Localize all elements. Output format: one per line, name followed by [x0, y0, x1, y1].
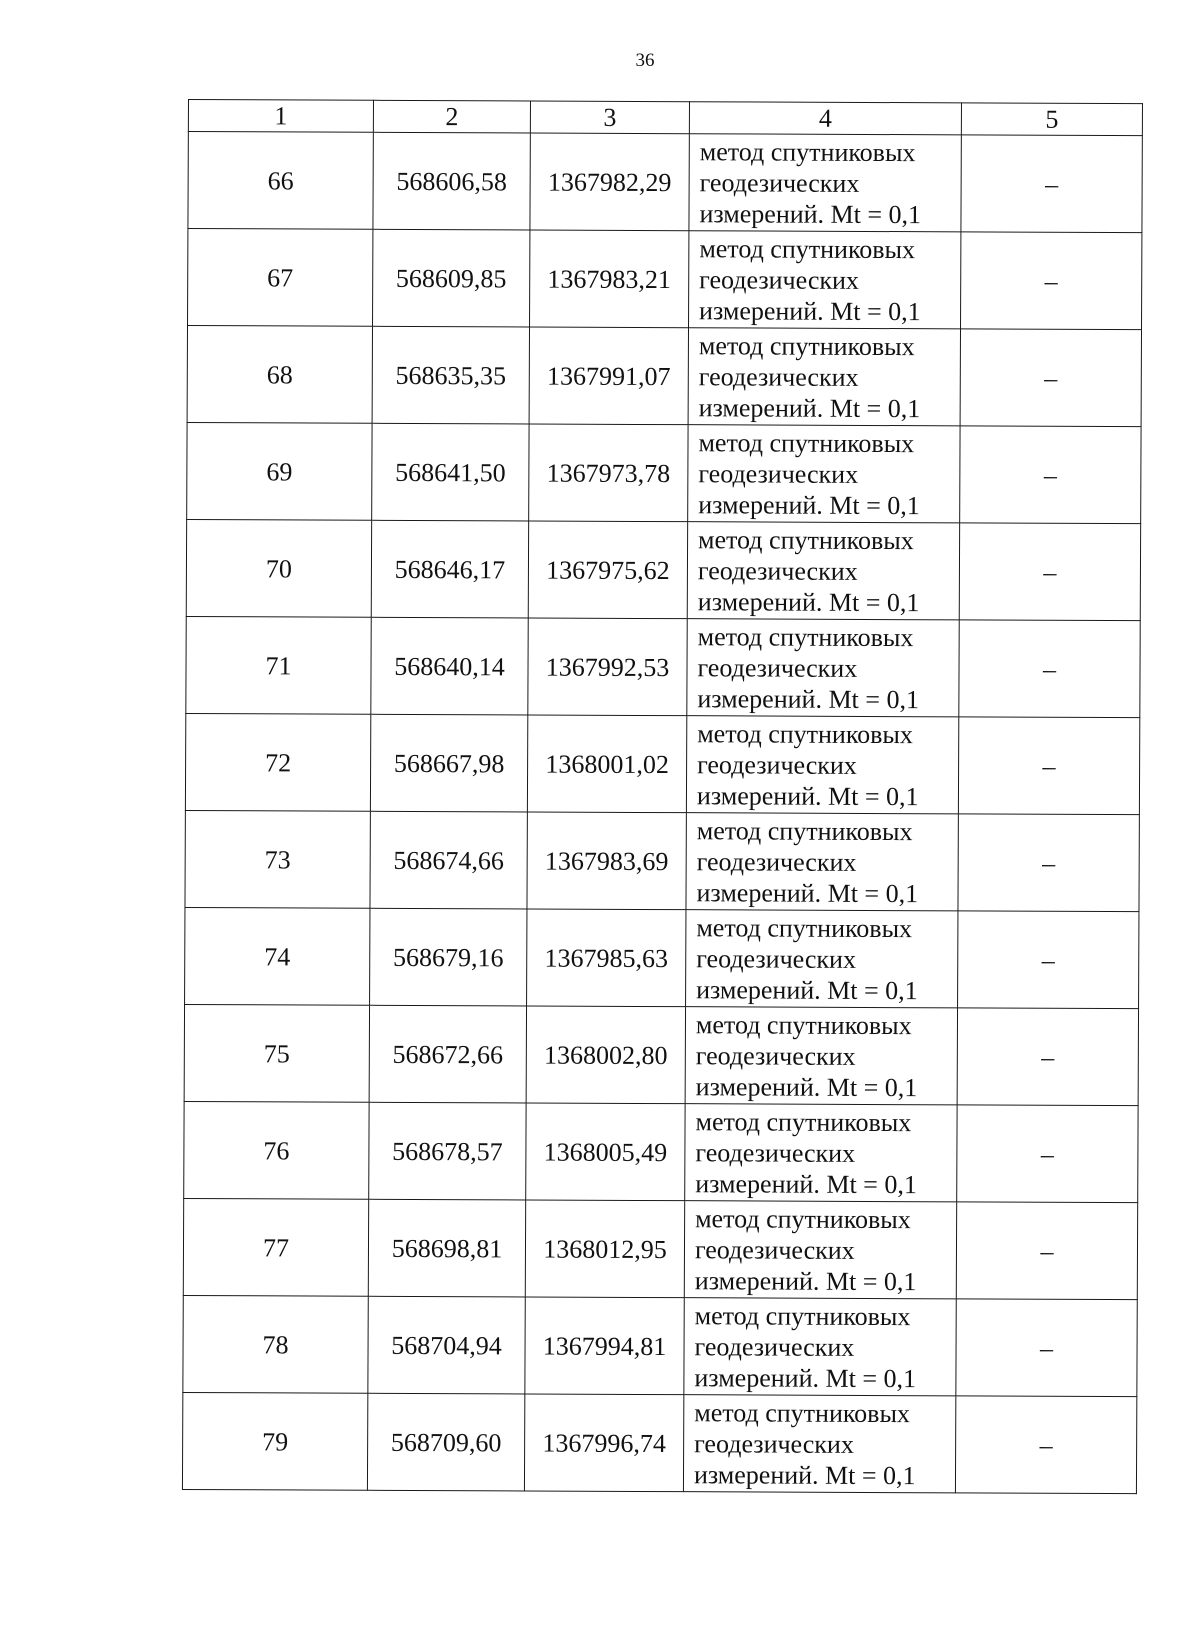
note-cell: –: [959, 523, 1140, 621]
y-coordinate-cell: 1367985,63: [527, 909, 686, 1007]
method-text-line: геодезических: [694, 1331, 855, 1362]
method-text-line: измерений. Mt = 0,1: [699, 295, 921, 326]
x-coordinate-cell: 568641,50: [372, 423, 529, 521]
method-text-line: измерений. Mt = 0,1: [694, 1362, 917, 1393]
method-text-line: геодезических: [696, 846, 857, 877]
method-text-line: метод спутниковых: [694, 1397, 911, 1428]
note-cell: –: [961, 135, 1142, 233]
method-cell: [686, 716, 958, 814]
method-cell: [686, 910, 958, 1008]
y-coordinate-cell: 1368001,02: [527, 715, 686, 813]
x-coordinate-cell: 568704,94: [368, 1296, 525, 1394]
note-cell: –: [960, 426, 1141, 524]
method-text-line: метод спутниковых: [694, 1300, 911, 1331]
x-coordinate-cell: 568640,14: [371, 617, 528, 715]
column-header-5: 5: [961, 103, 1142, 136]
method-text-line: метод спутниковых: [696, 912, 913, 943]
method-text-line: метод спутниковых: [697, 621, 914, 652]
table-row: [188, 229, 1142, 330]
method-text-line: измерений. Mt = 0,1: [696, 780, 919, 811]
table-row: [185, 713, 1139, 814]
note-cell: –: [957, 1008, 1138, 1106]
y-coordinate-cell: 1367991,07: [529, 327, 688, 425]
point-number-cell: 74: [185, 907, 370, 1005]
method-text-line: измерений. Mt = 0,1: [698, 392, 921, 423]
note-cell: –: [956, 1299, 1137, 1397]
page-number: 36: [635, 50, 655, 71]
point-number-cell: 67: [188, 229, 373, 327]
point-number-cell: 71: [186, 616, 371, 714]
table-row: [186, 616, 1140, 717]
method-text-line: геодезических: [699, 264, 860, 295]
method-text-line: измерений. Mt = 0,1: [697, 683, 920, 714]
column-header-3: 3: [530, 101, 689, 134]
method-cell: [688, 425, 960, 523]
y-coordinate-cell: 1368012,95: [525, 1200, 684, 1298]
method-text-line: измерений. Mt = 0,1: [698, 489, 920, 520]
method-text-line: метод спутниковых: [698, 524, 914, 555]
method-text-line: метод спутниковых: [697, 718, 914, 749]
method-cell: [689, 134, 961, 232]
point-number-cell: 75: [184, 1004, 369, 1102]
column-header-4: 4: [689, 102, 961, 135]
note-cell: –: [958, 717, 1139, 815]
point-number-cell: 77: [183, 1198, 368, 1296]
table-row: [185, 907, 1139, 1008]
table-row: [184, 1101, 1138, 1202]
y-coordinate-cell: 1368002,80: [526, 1006, 685, 1104]
x-coordinate-cell: 568667,98: [370, 714, 527, 812]
method-cell: [684, 1201, 956, 1299]
method-text-line: измерений. Mt = 0,1: [697, 586, 920, 617]
x-coordinate-cell: 568678,57: [369, 1102, 526, 1200]
method-text-line: геодезических: [697, 555, 858, 586]
point-number-cell: 76: [184, 1101, 369, 1199]
table-row: [188, 132, 1142, 233]
y-coordinate-cell: 1367973,78: [529, 424, 688, 522]
method-text-line: геодезических: [697, 749, 857, 780]
x-coordinate-cell: 568609,85: [373, 229, 530, 327]
header-row: [188, 100, 1142, 136]
y-coordinate-cell: 1367983,21: [530, 230, 689, 328]
y-coordinate-cell: 1367996,74: [524, 1394, 683, 1492]
method-text-line: геодезических: [694, 1234, 855, 1265]
table-row: [186, 519, 1140, 620]
note-cell: –: [958, 911, 1139, 1009]
coordinates-table: [182, 99, 1143, 1494]
point-number-cell: 66: [188, 132, 373, 230]
method-text-line: измерений. Mt = 0,1: [694, 1265, 917, 1296]
table-row: [183, 1198, 1137, 1299]
x-coordinate-cell: 568674,66: [370, 811, 527, 909]
note-cell: –: [955, 1396, 1136, 1494]
y-coordinate-cell: 1367975,62: [528, 521, 687, 619]
point-number-cell: 70: [186, 519, 371, 617]
method-text-line: измерений. Mt = 0,1: [693, 1459, 916, 1490]
method-text-line: геодезических: [696, 943, 857, 974]
method-text-line: метод спутниковых: [695, 1009, 912, 1040]
point-number-cell: 79: [182, 1392, 367, 1490]
table-row: [183, 1295, 1137, 1396]
x-coordinate-cell: 568672,66: [369, 1005, 526, 1103]
note-cell: –: [956, 1202, 1137, 1300]
method-cell: [685, 1007, 957, 1105]
table-row: [187, 422, 1141, 523]
point-number-cell: 68: [187, 326, 372, 424]
x-coordinate-cell: 568698,81: [368, 1199, 525, 1297]
method-text-line: геодезических: [699, 167, 860, 198]
method-cell: [686, 813, 958, 911]
method-text-line: геодезических: [694, 1428, 854, 1459]
method-text-line: метод спутниковых: [696, 815, 913, 846]
point-number-cell: 69: [187, 422, 372, 520]
method-text-line: геодезических: [698, 458, 859, 489]
method-text-line: измерений. Mt = 0,1: [699, 198, 922, 229]
column-header-2: 2: [373, 100, 530, 133]
x-coordinate-cell: 568606,58: [373, 132, 530, 230]
method-text-line: метод спутниковых: [699, 136, 916, 167]
table-row: [182, 1392, 1136, 1493]
x-coordinate-cell: 568646,17: [371, 520, 528, 618]
method-cell: [684, 1298, 956, 1396]
method-text-line: метод спутниковых: [695, 1106, 912, 1137]
method-cell: [685, 1104, 957, 1202]
method-text-line: метод спутниковых: [698, 330, 915, 361]
y-coordinate-cell: 1367982,29: [530, 133, 689, 231]
note-cell: –: [961, 232, 1142, 330]
method-text-line: геодезических: [698, 361, 859, 392]
x-coordinate-cell: 568679,16: [370, 908, 527, 1006]
point-number-cell: 73: [185, 810, 370, 908]
note-cell: –: [958, 814, 1139, 912]
note-cell: –: [957, 1105, 1138, 1203]
x-coordinate-cell: 568709,60: [367, 1393, 524, 1491]
method-cell: [687, 619, 959, 717]
point-number-cell: 78: [183, 1295, 368, 1393]
y-coordinate-cell: 1367994,81: [525, 1297, 684, 1395]
method-cell: [687, 522, 959, 620]
y-coordinate-cell: 1367992,53: [528, 618, 687, 716]
table-row: [185, 810, 1139, 911]
table-row: [187, 326, 1141, 427]
method-cell: [689, 231, 961, 329]
method-text-line: измерений. Mt = 0,1: [695, 1168, 917, 1199]
table-body: [182, 132, 1142, 1494]
method-text-line: измерений. Mt = 0,1: [695, 1071, 918, 1102]
table-header: [188, 100, 1142, 136]
point-number-cell: 72: [185, 713, 370, 811]
method-text-line: метод спутниковых: [698, 427, 915, 458]
table-row: [184, 1004, 1138, 1105]
method-text-line: метод спутниковых: [695, 1203, 911, 1234]
column-header-1: 1: [188, 100, 373, 133]
method-text-line: геодезических: [695, 1040, 856, 1071]
y-coordinate-cell: 1368005,49: [526, 1103, 685, 1201]
method-text-line: измерений. Mt = 0,1: [696, 974, 918, 1005]
method-text-line: геодезических: [695, 1137, 856, 1168]
y-coordinate-cell: 1367983,69: [527, 812, 686, 910]
method-text-line: измерений. Mt = 0,1: [696, 877, 919, 908]
note-cell: –: [960, 329, 1141, 427]
note-cell: –: [959, 620, 1140, 718]
method-cell: [688, 328, 960, 426]
method-text-line: метод спутниковых: [699, 233, 916, 264]
method-cell: [683, 1395, 955, 1493]
method-text-line: геодезических: [697, 652, 858, 683]
x-coordinate-cell: 568635,35: [372, 326, 529, 424]
